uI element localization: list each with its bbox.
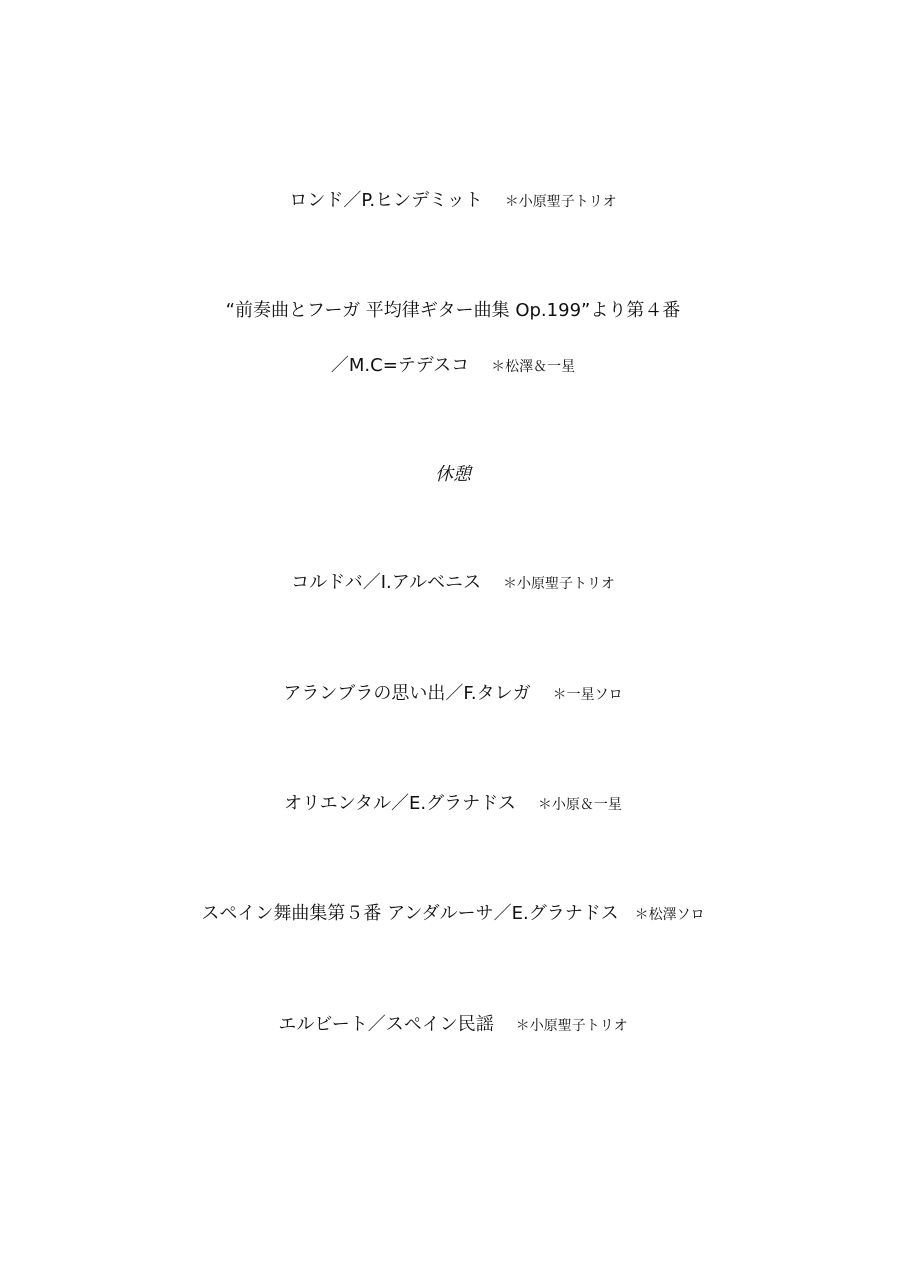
piece-title: スペイン舞曲集第５番 アンダルーサ／E.グラナドス (201, 903, 619, 924)
piece-composer: ／M.C=テデスコ (330, 355, 470, 376)
piece-title: エルビート／スペイン民謡 (278, 1014, 494, 1035)
program-item-cordoba (0, 571, 906, 596)
intermission-text: 休憩 (435, 464, 471, 485)
performer-note: ＊一星ソロ (552, 687, 623, 703)
performer-note: ＊小原聖子トリオ (503, 576, 615, 592)
piece-title: “前奏曲とフーガ 平均律ギター曲集 Op.199”より第４番 (225, 300, 681, 321)
performer-note: ＊小原＆一星 (537, 797, 622, 813)
performer-note: ＊小原聖子トリオ (515, 1018, 628, 1034)
piece-title: アランブラの思い出／F.タレガ (283, 683, 531, 704)
program-item-rondo (0, 189, 906, 214)
intermission-label (0, 463, 906, 487)
program-item-oriental (0, 792, 906, 817)
piece-title: ロンド／P.ヒンデミット (289, 190, 483, 211)
performer-note: ＊松澤ソロ (634, 907, 705, 923)
program-item-prelude-fugue-composer (0, 354, 906, 379)
piece-title: コルドバ／I.アルベニス (291, 572, 482, 593)
performer-note: ＊小原聖子トリオ (504, 194, 617, 210)
program-item-prelude-fugue-title (0, 299, 906, 323)
program-item-el-vito (0, 1013, 906, 1038)
performer-note: ＊松澤＆一星 (491, 359, 576, 375)
piece-title: オリエンタル／E.グラナドス (284, 793, 516, 814)
program-item-alhambra (0, 682, 906, 707)
program-item-andaluza (0, 902, 906, 927)
